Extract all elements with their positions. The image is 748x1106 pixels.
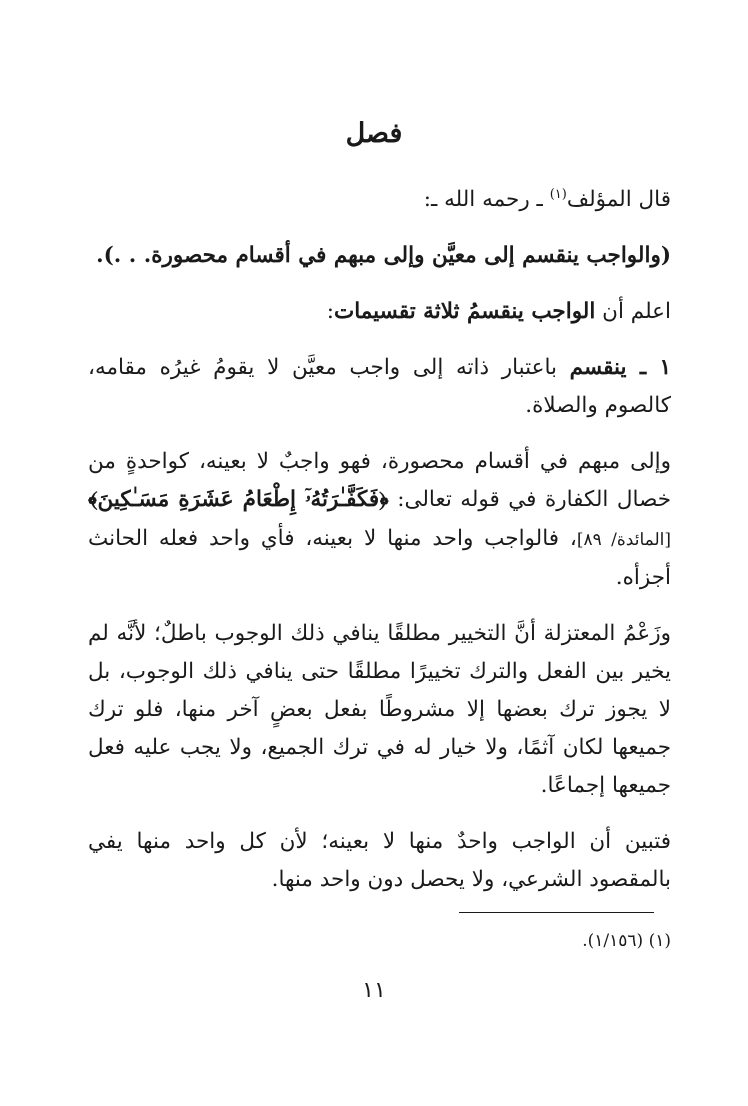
- body-text: [88, 176, 671, 917]
- section-1-text: باعتبار ذاته إلى واجب معيَّن لا يقومُ غيرُه مقامه، كالصوم والصلاة.: [88, 355, 671, 419]
- paragraph-2-after: ، فالواجب واحد منها لا بعينه، فأي واحد فعله الحانث أجزأه.: [88, 526, 671, 591]
- footnote-divider: [459, 912, 654, 913]
- footnote-marker[interactable]: (١): [549, 187, 567, 202]
- intro-suffix: ـ رحمه الله ـ:: [423, 187, 550, 213]
- quran-verse: ﴿فَكَفَّـٰرَتُهُۥٓ إِطْعَامُ عَشَرَةِ مَسَـٰكِينَ﴾: [88, 487, 389, 513]
- lead-prefix: اعلم أن: [595, 299, 671, 325]
- section-1-label: ١ ـ ينقسم: [569, 355, 672, 381]
- page-number: ١١: [362, 978, 386, 1003]
- quoted-text: (والواجب ينقسم إلى معيَّن وإلى مبهم في أقسام محصورة. . .).: [96, 243, 671, 269]
- lead-suffix: :: [326, 299, 334, 325]
- lead-line: [88, 293, 671, 331]
- paragraph-3: وزَعْمُ المعتزلة أنَّ التخيير مطلقًا ينافي ذلك الوجوب باطلٌ؛ لأنَّه لم يخير بين الفعل والترك تخييرًا مطلقًا حتى ينافي ذلك الوجوب، بل لا يجوز ترك بعضها إلا مشروطًا بفعل بعضٍ آخر منها، فلو ترك جميعها لكان آثمًا، ولا خيار له في ترك الجميع، ولا يجب عليه فعل جميعها إجماعًا.: [88, 621, 671, 799]
- paragraph-2: [88, 443, 671, 597]
- section-heading: فصل: [345, 118, 403, 149]
- section-1: [88, 349, 671, 425]
- verse-reference: [المائدة/ ٨٩]: [576, 530, 671, 551]
- intro-prefix: قال المؤلف: [566, 187, 671, 213]
- lead-bold: الواجب ينقسمُ ثلاثة تقسيمات: [333, 299, 596, 325]
- footnote: (١) (١/١٥٦).: [582, 931, 671, 951]
- paragraph-4: فتبين أن الواجب واحدٌ منها لا بعينه؛ لأن كل واحد منها يفي بالمقصود الشرعي، ولا يحصل دون واحد منها.: [88, 829, 671, 893]
- intro-line: [88, 176, 671, 219]
- paragraph-2-before: وإلى مبهم في أقسام محصورة، فهو واجبٌ لا بعينه، كواحدةٍ من خصال الكفارة في قوله تعالى:: [88, 449, 672, 513]
